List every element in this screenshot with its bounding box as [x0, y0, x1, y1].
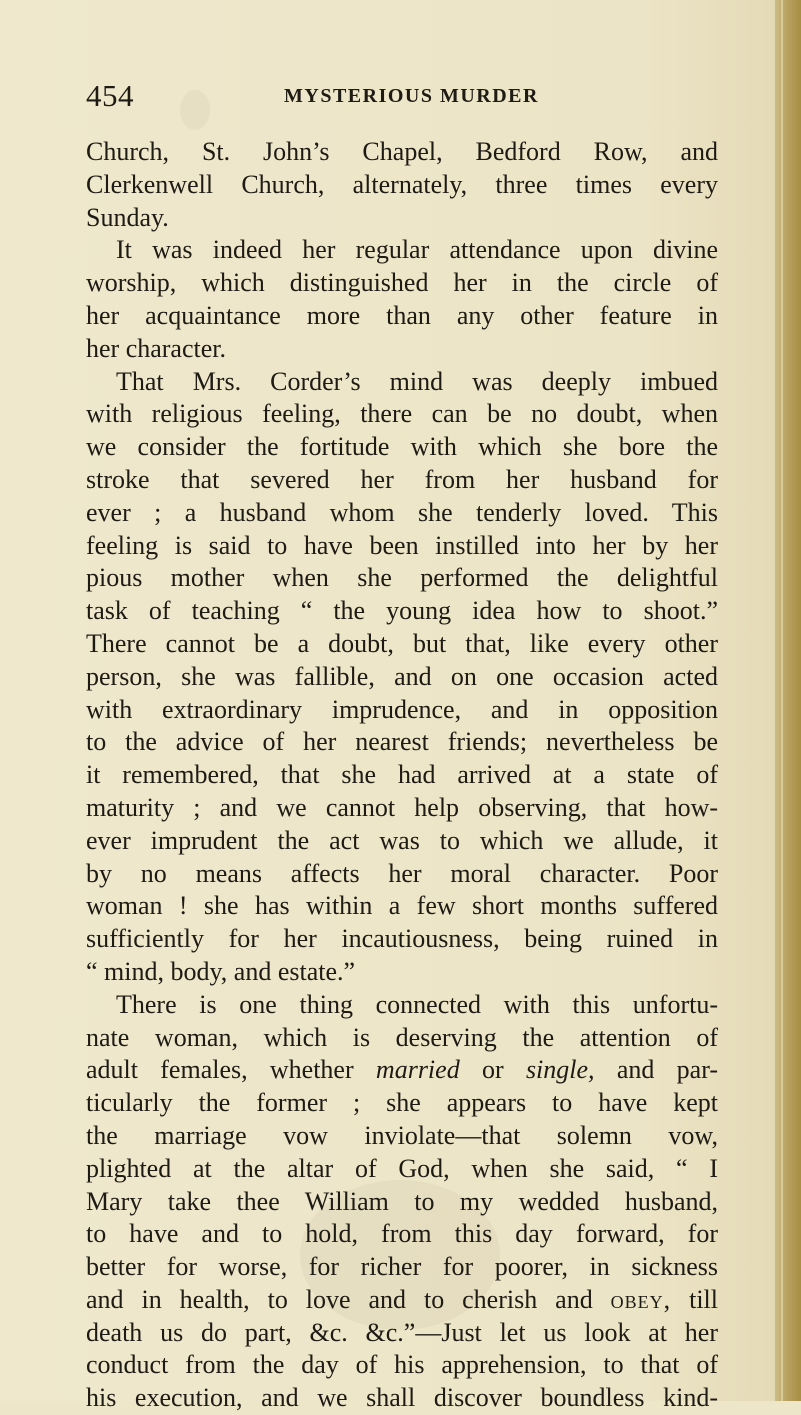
- text-line: “ mind, body, and estate.”: [86, 956, 356, 986]
- text-line: ever imprudent the act was to which we allude, it: [86, 825, 718, 855]
- text-line: [86, 1054, 718, 1087]
- text-run: and par-: [594, 1055, 718, 1085]
- text-line: There cannot be a doubt, but that, like every other: [86, 628, 718, 658]
- text-line: maturity ; and we cannot help observing, that how-: [86, 792, 718, 822]
- text-line: death us do part, &c. &c.”—Just let us look at her: [86, 1317, 718, 1347]
- text-line: ticularly the former ; she appears to have kept: [86, 1088, 718, 1118]
- text-line: stroke that severed her from her husband for: [86, 464, 718, 494]
- text-line: her acquaintance more than any other feature in: [86, 300, 718, 330]
- text-line: by no means affects her moral character. Poor: [86, 858, 718, 888]
- text-line: sufficiently for her incautiousness, being ruined in: [86, 924, 718, 954]
- text-line: ever ; a husband whom she tenderly loved. This: [86, 497, 718, 527]
- text-line: [86, 1284, 718, 1317]
- text-line: Church, St. John’s Chapel, Bedford Row, and: [86, 137, 718, 166]
- text-line: his execution, and we shall discover boundless kind-: [86, 1383, 718, 1413]
- text-line: the marriage vow inviolate—that solemn vow,: [86, 1120, 718, 1150]
- text-line: task of teaching “ the young idea how to shoot.”: [86, 596, 718, 626]
- text-line: feeling is said to have been instilled into her by her: [86, 530, 718, 560]
- text-line: pious mother when she performed the delightful: [86, 563, 718, 593]
- italic-word-single: single,: [525, 1055, 595, 1085]
- text-line: with religious feeling, there can be no doubt, when: [86, 399, 718, 429]
- text-line: conduct from the day of his apprehension, to that of: [86, 1350, 718, 1380]
- text-line: woman ! she has within a few short months suffered: [86, 891, 718, 921]
- text-run: and in health, to love and to cherish and: [86, 1284, 611, 1314]
- text-line: plighted at the altar of God, when she said, “ I: [86, 1153, 718, 1183]
- small-caps-word-obey: obey,: [610, 1284, 672, 1314]
- text-run: or: [459, 1055, 526, 1085]
- text-line: to have and to hold, from this day forward, for: [86, 1219, 718, 1249]
- text-line: It was indeed her regular attendance upon divine: [116, 235, 718, 265]
- text-line: worship, which distinguished her in the circle of: [86, 268, 718, 298]
- text-line: it remembered, that she had arrived at a state of: [86, 760, 718, 790]
- text-line: Clerkenwell Church, alternately, three times every: [86, 169, 718, 199]
- text-line: Sunday.: [86, 202, 169, 232]
- text-line: Mary take thee William to my wedded husband,: [86, 1186, 718, 1216]
- text-line: with extraordinary imprudence, and in opposition: [86, 694, 718, 724]
- text-line: nate woman, which is deserving the attention of: [86, 1022, 718, 1052]
- text-line: better for worse, for richer for poorer, in sickness: [86, 1252, 718, 1282]
- text-line: we consider the fortitude with which she bore the: [86, 432, 718, 462]
- body-text: [86, 136, 718, 1415]
- text-run: adult females, whether: [86, 1055, 376, 1085]
- italic-word-married: married: [375, 1055, 460, 1085]
- running-title: MYSTERIOUS MURDER: [284, 85, 539, 107]
- page-edge: [775, 0, 801, 1401]
- page-number: 454: [86, 78, 134, 113]
- text-run: till: [671, 1284, 718, 1314]
- text-line: to the advice of her nearest friends; nevertheless be: [86, 727, 718, 757]
- text-line: person, she was fallible, and on one occasion acted: [86, 661, 718, 691]
- text-line: There is one thing connected with this unfortu-: [116, 989, 718, 1019]
- text-line: her character.: [86, 333, 227, 363]
- text-line: That Mrs. Corder’s mind was deeply imbued: [116, 366, 718, 396]
- running-head: [86, 78, 706, 118]
